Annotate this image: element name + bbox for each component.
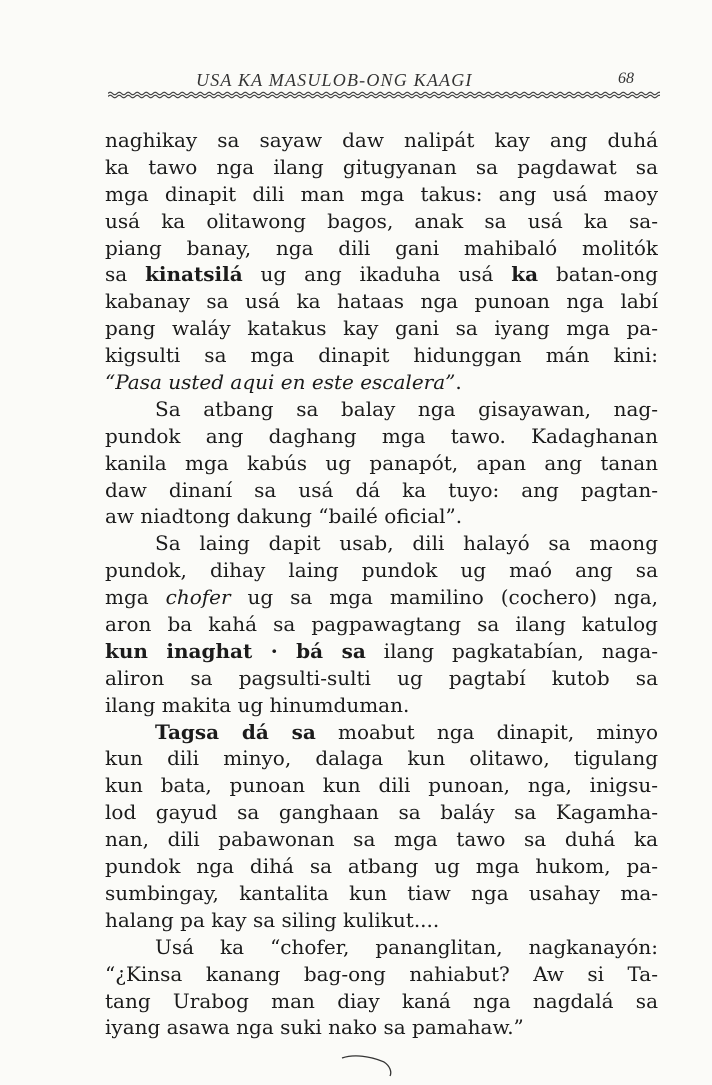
text-line xyxy=(105,396,658,423)
text-run: ilang makita ug hinumduman. xyxy=(105,692,410,717)
text-line: usá ka olitawong bagos, anak sa usá ka sa- xyxy=(105,208,658,233)
text-line: mga dinapit dili man mga takus: ang usá maoy xyxy=(105,181,658,206)
text-line xyxy=(105,584,658,611)
text-run: aw niadtong dakung “bailé oficial”. xyxy=(105,504,463,529)
text-line: sumbingay, kantalita kun tiaw nga usahay ma- xyxy=(105,880,658,905)
text-run: kun inaghat xyxy=(105,638,253,663)
text-line xyxy=(105,530,658,557)
text-run: ug ang ikaduha usá xyxy=(242,262,512,287)
text-line: daw dinaní sa usá dá ka tuyo: ang pagtan- xyxy=(105,477,658,502)
text-line: aron ba kahá sa pagpawagtang sa ilang katulog xyxy=(105,612,658,637)
text-run: moabut nga dinapit, minyo xyxy=(315,719,658,744)
text-line: pundok nga dihá sa atbang ug mga hukom, pa- xyxy=(105,854,658,879)
stray-ink-mark xyxy=(340,1052,400,1078)
text-run: Sa atbang sa balay nga gisayawan, nag- xyxy=(155,396,658,421)
text-run: batan-ong xyxy=(538,262,658,287)
decorative-wavy-rule xyxy=(108,90,660,100)
text-run: ilang pagkatabían, naga- xyxy=(365,638,658,663)
text-line: kanila mga kabús ug panapót, apan ang tanan xyxy=(105,450,658,475)
page-number: 68 xyxy=(618,70,634,87)
text-run: “Pasa usted aqui en este escalera” xyxy=(105,370,456,395)
text-line: piang banay, nga dili gani mahibaló molitók xyxy=(105,235,658,260)
text-line xyxy=(105,934,658,961)
text-line xyxy=(105,1014,658,1041)
text-line xyxy=(105,692,658,719)
text-run: . xyxy=(455,370,462,395)
text-run: · bá xyxy=(252,638,342,663)
running-title: USA KA MASULOB-ONG KAAGI xyxy=(196,70,473,90)
body-text xyxy=(105,127,658,1041)
text-run: ka xyxy=(511,262,539,287)
text-run: chofer xyxy=(165,585,231,610)
text-line xyxy=(105,261,658,288)
text-line: “¿Kinsa kanang bag-ong nahiabut? Aw si Ta- xyxy=(105,961,658,986)
text-line xyxy=(105,369,658,396)
text-line: lod gayud sa ganghaan sa baláy sa Kagamha- xyxy=(105,800,658,825)
text-line xyxy=(105,638,658,665)
text-line: naghikay sa sayaw daw nalipát kay ang duhá xyxy=(105,128,658,152)
text-line: ka tawo nga ilang gitugyanan sa pagdawat sa xyxy=(105,154,658,179)
text-line: tang Urabog man diay kaná nga nagdalá sa xyxy=(105,988,658,1013)
text-run: kinatsilá xyxy=(145,262,243,287)
text-line: aliron sa pagsulti-sulti ug pagtabí kutob sa xyxy=(105,665,658,690)
text-line: pang waláy katakus kay gani sa iyang mga pa- xyxy=(105,316,658,341)
text-line xyxy=(105,719,658,746)
page-header xyxy=(108,68,660,92)
text-line: nan, dili pabawonan sa mga tawo sa duhá ka xyxy=(105,827,658,852)
text-run: sa xyxy=(341,638,366,663)
text-line: kigsulti sa mga dinapit hidunggan mán kini: xyxy=(105,343,658,368)
text-run: mga xyxy=(105,585,166,610)
text-line: pundok ang daghang mga tawo. Kadaghanan xyxy=(105,423,658,448)
text-run: halang pa kay sa siling kulikut.... xyxy=(105,907,440,932)
text-run: Tagsa dá sa xyxy=(155,719,316,744)
text-run: Sa laing dapit usab, dili halayó sa maong xyxy=(155,531,658,556)
text-run: iyang asawa nga suki nako sa pamahaw.” xyxy=(105,1015,524,1040)
text-line: kun bata, punoan kun dili punoan, nga, inigsu- xyxy=(105,773,658,798)
text-line: pundok, dihay laing pundok ug maó ang sa xyxy=(105,558,658,583)
text-run: sa xyxy=(105,262,146,287)
text-run: ug sa mga mamilino (cochero) nga, xyxy=(230,585,658,610)
text-line xyxy=(105,503,658,530)
text-line xyxy=(105,907,658,934)
text-run: Usá ka “chofer, pananglitan, nagkanayón: xyxy=(155,934,658,959)
text-line: kabanay sa usá ka hataas nga punoan nga labí xyxy=(105,289,658,314)
text-line: kun dili minyo, dalaga kun olitawo, tigulang xyxy=(105,746,658,771)
